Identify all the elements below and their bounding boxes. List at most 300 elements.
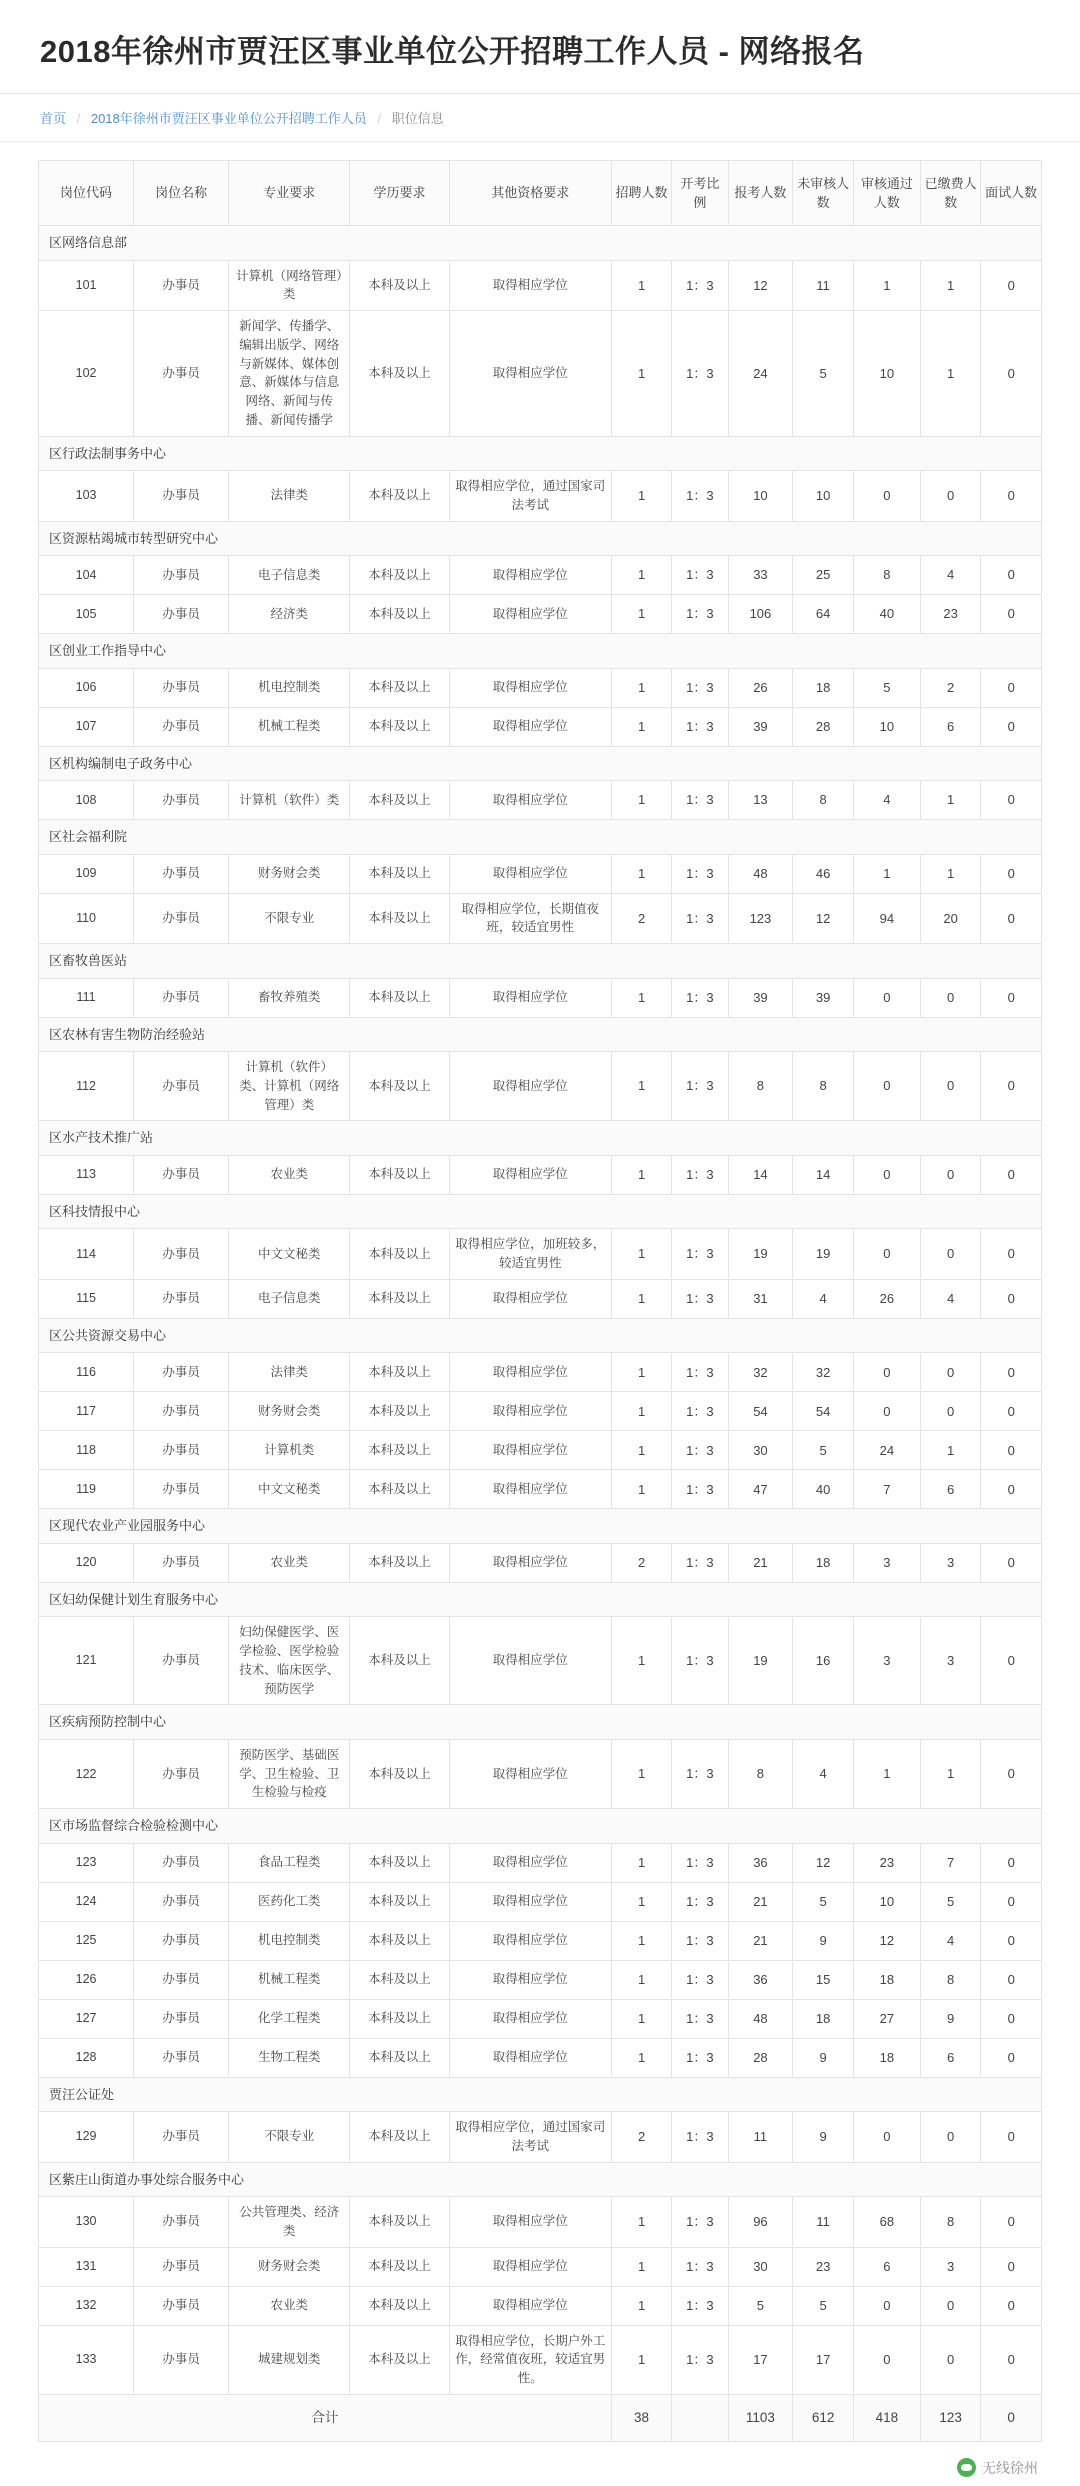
cell-9: 0 <box>853 1392 920 1431</box>
cell-7: 26 <box>728 668 793 707</box>
cell-3: 本科及以上 <box>350 978 449 1017</box>
cell-3: 本科及以上 <box>350 1052 449 1121</box>
total-row <box>39 2394 1042 2441</box>
cell-6: 1：3 <box>672 1739 728 1808</box>
cell-6: 1：3 <box>672 471 728 522</box>
cell-5: 1 <box>611 1052 672 1121</box>
group-row <box>39 1509 1042 1544</box>
cell-7: 12 <box>728 260 793 311</box>
cell-2: 机电控制类 <box>229 668 350 707</box>
cell-2: 机电控制类 <box>229 1921 350 1960</box>
cell-2: 农业类 <box>229 2286 350 2325</box>
cell-7: 17 <box>728 2325 793 2394</box>
cell-9: 27 <box>853 1999 920 2038</box>
cell-5: 1 <box>611 1155 672 1194</box>
cell-2: 计算机类 <box>229 1431 350 1470</box>
cell-9: 3 <box>853 1543 920 1582</box>
cell-3: 本科及以上 <box>350 2038 449 2077</box>
cell-7: 30 <box>728 1431 793 1470</box>
cell-8: 9 <box>793 2112 854 2163</box>
cell-10: 6 <box>920 707 981 746</box>
cell-10: 3 <box>920 1617 981 1705</box>
cell-8: 4 <box>793 1279 854 1318</box>
cell-3: 本科及以上 <box>350 1470 449 1509</box>
cell-6: 1：3 <box>672 978 728 1017</box>
group-name: 区机构编制电子政务中心 <box>39 746 1042 781</box>
cell-3: 本科及以上 <box>350 2247 449 2286</box>
cell-9: 0 <box>853 2286 920 2325</box>
cell-5: 1 <box>611 1470 672 1509</box>
cell-9: 94 <box>853 893 920 944</box>
cell-9: 4 <box>853 781 920 820</box>
cell-0: 116 <box>39 1353 134 1392</box>
cell-5: 1 <box>611 311 672 437</box>
cell-6: 1：3 <box>672 2038 728 2077</box>
cell-2: 公共管理类、经济类 <box>229 2197 350 2248</box>
cell-4: 取得相应学位 <box>449 1739 611 1808</box>
cell-4: 取得相应学位 <box>449 854 611 893</box>
cell-8: 11 <box>793 260 854 311</box>
cell-6: 1：3 <box>672 1431 728 1470</box>
cell-2: 农业类 <box>229 1543 350 1582</box>
group-name: 区市场监督综合检验检测中心 <box>39 1809 1042 1844</box>
cell-6: 1：3 <box>672 2247 728 2286</box>
col-header-2: 专业要求 <box>229 161 350 226</box>
col-header-3: 学历要求 <box>350 161 449 226</box>
cell-7: 47 <box>728 1470 793 1509</box>
cell-1: 办事员 <box>134 2286 229 2325</box>
cell-9: 1 <box>853 260 920 311</box>
group-row <box>39 226 1042 261</box>
cell-1: 办事员 <box>134 2038 229 2077</box>
cell-5: 1 <box>611 1392 672 1431</box>
group-name: 区网络信息部 <box>39 226 1042 261</box>
table-row <box>39 1229 1042 1280</box>
cell-9: 10 <box>853 1882 920 1921</box>
cell-7: 96 <box>728 2197 793 2248</box>
cell-4: 取得相应学位 <box>449 2038 611 2077</box>
cell-8: 12 <box>793 1843 854 1882</box>
table-row <box>39 1921 1042 1960</box>
cell-1: 办事员 <box>134 1155 229 1194</box>
cell-6: 1：3 <box>672 1052 728 1121</box>
table-row <box>39 2197 1042 2248</box>
cell-4: 取得相应学位 <box>449 2247 611 2286</box>
group-name: 区现代农业产业园服务中心 <box>39 1509 1042 1544</box>
table-row <box>39 1999 1042 2038</box>
cell-1: 办事员 <box>134 556 229 595</box>
cell-8: 5 <box>793 311 854 437</box>
cell-6: 1：3 <box>672 1543 728 1582</box>
total-unreviewed: 612 <box>793 2394 854 2441</box>
cell-3: 本科及以上 <box>350 1543 449 1582</box>
cell-0: 133 <box>39 2325 134 2394</box>
total-interview: 0 <box>981 2394 1042 2441</box>
cell-1: 办事员 <box>134 1052 229 1121</box>
cell-1: 办事员 <box>134 260 229 311</box>
cell-11: 0 <box>981 2286 1042 2325</box>
cell-11: 0 <box>981 893 1042 944</box>
cell-2: 生物工程类 <box>229 2038 350 2077</box>
breadcrumb <box>0 94 1080 142</box>
cell-7: 32 <box>728 1353 793 1392</box>
cell-0: 105 <box>39 595 134 634</box>
cell-11: 0 <box>981 595 1042 634</box>
cell-2: 化学工程类 <box>229 1999 350 2038</box>
table-row <box>39 1543 1042 1582</box>
cell-4: 取得相应学位 <box>449 1882 611 1921</box>
cell-3: 本科及以上 <box>350 781 449 820</box>
table-row <box>39 1279 1042 1318</box>
cell-3: 本科及以上 <box>350 1739 449 1808</box>
cell-0: 107 <box>39 707 134 746</box>
group-row <box>39 1194 1042 1229</box>
cell-4: 取得相应学位 <box>449 1279 611 1318</box>
cell-0: 104 <box>39 556 134 595</box>
cell-8: 5 <box>793 2286 854 2325</box>
cell-10: 1 <box>920 1739 981 1808</box>
table-footer <box>39 2394 1042 2441</box>
cell-10: 20 <box>920 893 981 944</box>
cell-10: 0 <box>920 2112 981 2163</box>
table-row <box>39 2038 1042 2077</box>
cell-1: 办事员 <box>134 1843 229 1882</box>
cell-3: 本科及以上 <box>350 556 449 595</box>
cell-11: 0 <box>981 556 1042 595</box>
cell-9: 1 <box>853 854 920 893</box>
group-row <box>39 521 1042 556</box>
cell-11: 0 <box>981 471 1042 522</box>
cell-2: 法律类 <box>229 471 350 522</box>
cell-4: 取得相应学位 <box>449 1543 611 1582</box>
page-header <box>0 0 1080 94</box>
cell-10: 1 <box>920 854 981 893</box>
cell-6: 1：3 <box>672 893 728 944</box>
cell-5: 1 <box>611 707 672 746</box>
cell-8: 19 <box>793 1229 854 1280</box>
cell-6: 1：3 <box>672 1843 728 1882</box>
cell-8: 8 <box>793 1052 854 1121</box>
cell-9: 10 <box>853 311 920 437</box>
cell-0: 126 <box>39 1960 134 1999</box>
cell-5: 1 <box>611 978 672 1017</box>
cell-9: 6 <box>853 2247 920 2286</box>
col-header-7: 报考人数 <box>728 161 793 226</box>
cell-5: 1 <box>611 1999 672 2038</box>
cell-5: 1 <box>611 2286 672 2325</box>
cell-1: 办事员 <box>134 781 229 820</box>
cell-8: 5 <box>793 1882 854 1921</box>
cell-11: 0 <box>981 854 1042 893</box>
cell-7: 21 <box>728 1882 793 1921</box>
cell-3: 本科及以上 <box>350 311 449 437</box>
cell-5: 2 <box>611 893 672 944</box>
cell-5: 1 <box>611 1431 672 1470</box>
cell-2: 不限专业 <box>229 2112 350 2163</box>
table-header-row <box>39 161 1042 226</box>
cell-0: 106 <box>39 668 134 707</box>
cell-5: 1 <box>611 1843 672 1882</box>
cell-10: 0 <box>920 978 981 1017</box>
cell-8: 18 <box>793 668 854 707</box>
cell-7: 48 <box>728 854 793 893</box>
cell-4: 取得相应学位 <box>449 707 611 746</box>
cell-4: 取得相应学位 <box>449 1470 611 1509</box>
cell-9: 0 <box>853 1052 920 1121</box>
cell-1: 办事员 <box>134 1921 229 1960</box>
table-row <box>39 471 1042 522</box>
col-header-10: 已缴费人数 <box>920 161 981 226</box>
cell-7: 19 <box>728 1229 793 1280</box>
cell-0: 113 <box>39 1155 134 1194</box>
cell-7: 31 <box>728 1279 793 1318</box>
cell-10: 8 <box>920 1960 981 1999</box>
cell-11: 0 <box>981 1353 1042 1392</box>
cell-0: 101 <box>39 260 134 311</box>
table-row <box>39 1353 1042 1392</box>
cell-11: 0 <box>981 2112 1042 2163</box>
group-row <box>39 1121 1042 1156</box>
cell-3: 本科及以上 <box>350 260 449 311</box>
cell-4: 取得相应学位 <box>449 1431 611 1470</box>
cell-11: 0 <box>981 1470 1042 1509</box>
cell-3: 本科及以上 <box>350 1431 449 1470</box>
cell-4: 取得相应学位，长期户外工作，经常值夜班，较适宜男性。 <box>449 2325 611 2394</box>
group-row <box>39 2077 1042 2112</box>
cell-11: 0 <box>981 260 1042 311</box>
cell-9: 0 <box>853 978 920 1017</box>
cell-8: 8 <box>793 781 854 820</box>
cell-10: 4 <box>920 556 981 595</box>
cell-9: 10 <box>853 707 920 746</box>
cell-11: 0 <box>981 2038 1042 2077</box>
cell-4: 取得相应学位 <box>449 595 611 634</box>
cell-8: 12 <box>793 893 854 944</box>
cell-11: 0 <box>981 1921 1042 1960</box>
cell-3: 本科及以上 <box>350 1353 449 1392</box>
cell-4: 取得相应学位 <box>449 1921 611 1960</box>
cell-11: 0 <box>981 668 1042 707</box>
group-row <box>39 436 1042 471</box>
cell-6: 1：3 <box>672 1999 728 2038</box>
col-header-0: 岗位代码 <box>39 161 134 226</box>
cell-8: 9 <box>793 1921 854 1960</box>
cell-10: 0 <box>920 1155 981 1194</box>
col-header-11: 面试人数 <box>981 161 1042 226</box>
cell-4: 取得相应学位 <box>449 2286 611 2325</box>
cell-6: 1：3 <box>672 1392 728 1431</box>
group-row <box>39 1582 1042 1617</box>
cell-6: 1：3 <box>672 707 728 746</box>
cell-2: 机械工程类 <box>229 707 350 746</box>
cell-11: 0 <box>981 1999 1042 2038</box>
table-row <box>39 556 1042 595</box>
cell-11: 0 <box>981 1155 1042 1194</box>
cell-8: 28 <box>793 707 854 746</box>
table-row <box>39 2112 1042 2163</box>
cell-4: 取得相应学位 <box>449 260 611 311</box>
cell-0: 125 <box>39 1921 134 1960</box>
cell-5: 2 <box>611 2112 672 2163</box>
cell-7: 5 <box>728 2286 793 2325</box>
cell-10: 0 <box>920 1353 981 1392</box>
cell-8: 5 <box>793 1431 854 1470</box>
cell-7: 14 <box>728 1155 793 1194</box>
cell-10: 1 <box>920 781 981 820</box>
cell-10: 0 <box>920 2286 981 2325</box>
cell-7: 8 <box>728 1052 793 1121</box>
group-row <box>39 1809 1042 1844</box>
cell-10: 4 <box>920 1279 981 1318</box>
cell-4: 取得相应学位 <box>449 1843 611 1882</box>
cell-6: 1：3 <box>672 1353 728 1392</box>
cell-0: 130 <box>39 2197 134 2248</box>
cell-7: 30 <box>728 2247 793 2286</box>
cell-10: 0 <box>920 471 981 522</box>
cell-1: 办事员 <box>134 978 229 1017</box>
cell-6: 1：3 <box>672 1155 728 1194</box>
wechat-badge <box>957 2458 1038 2478</box>
cell-9: 0 <box>853 471 920 522</box>
cell-8: 64 <box>793 595 854 634</box>
cell-0: 128 <box>39 2038 134 2077</box>
cell-10: 1 <box>920 260 981 311</box>
total-ratio <box>672 2394 728 2441</box>
cell-11: 0 <box>981 1739 1042 1808</box>
cell-1: 办事员 <box>134 893 229 944</box>
cell-1: 办事员 <box>134 1279 229 1318</box>
table-row <box>39 978 1042 1017</box>
cell-7: 10 <box>728 471 793 522</box>
cell-5: 1 <box>611 2197 672 2248</box>
cell-8: 16 <box>793 1617 854 1705</box>
cell-3: 本科及以上 <box>350 668 449 707</box>
cell-0: 124 <box>39 1882 134 1921</box>
cell-3: 本科及以上 <box>350 1392 449 1431</box>
cell-10: 2 <box>920 668 981 707</box>
cell-10: 3 <box>920 1543 981 1582</box>
cell-4: 取得相应学位 <box>449 978 611 1017</box>
cell-1: 办事员 <box>134 2197 229 2248</box>
table-row <box>39 668 1042 707</box>
cell-4: 取得相应学位 <box>449 668 611 707</box>
cell-1: 办事员 <box>134 1739 229 1808</box>
cell-3: 本科及以上 <box>350 893 449 944</box>
group-row <box>39 944 1042 979</box>
cell-4: 取得相应学位 <box>449 781 611 820</box>
cell-8: 4 <box>793 1739 854 1808</box>
cell-0: 117 <box>39 1392 134 1431</box>
cell-11: 0 <box>981 1052 1042 1121</box>
group-name: 区畜牧兽医站 <box>39 944 1042 979</box>
cell-6: 1：3 <box>672 1921 728 1960</box>
cell-6: 1：3 <box>672 260 728 311</box>
group-name: 区农林有害生物防治经验站 <box>39 1017 1042 1052</box>
cell-0: 122 <box>39 1739 134 1808</box>
cell-8: 14 <box>793 1155 854 1194</box>
cell-2: 中文文秘类 <box>229 1229 350 1280</box>
cell-9: 0 <box>853 1229 920 1280</box>
cell-10: 1 <box>920 1431 981 1470</box>
cell-11: 0 <box>981 1431 1042 1470</box>
cell-8: 54 <box>793 1392 854 1431</box>
table-row <box>39 1470 1042 1509</box>
cell-5: 1 <box>611 556 672 595</box>
cell-10: 0 <box>920 1392 981 1431</box>
cell-6: 1：3 <box>672 2112 728 2163</box>
cell-5: 1 <box>611 1960 672 1999</box>
cell-0: 112 <box>39 1052 134 1121</box>
cell-9: 18 <box>853 2038 920 2077</box>
cell-9: 40 <box>853 595 920 634</box>
cell-6: 1：3 <box>672 595 728 634</box>
cell-7: 33 <box>728 556 793 595</box>
cell-0: 111 <box>39 978 134 1017</box>
cell-9: 5 <box>853 668 920 707</box>
cell-0: 129 <box>39 2112 134 2163</box>
cell-2: 城建规划类 <box>229 2325 350 2394</box>
cell-0: 110 <box>39 893 134 944</box>
cell-11: 0 <box>981 1279 1042 1318</box>
cell-5: 1 <box>611 1279 672 1318</box>
cell-1: 办事员 <box>134 595 229 634</box>
cell-4: 取得相应学位，通过国家司法考试 <box>449 2112 611 2163</box>
cell-7: 106 <box>728 595 793 634</box>
cell-6: 1：3 <box>672 1617 728 1705</box>
group-name: 区紫庄山街道办事处综合服务中心 <box>39 2162 1042 2197</box>
group-name: 区科技情报中心 <box>39 1194 1042 1229</box>
cell-9: 0 <box>853 2325 920 2394</box>
cell-7: 8 <box>728 1739 793 1808</box>
cell-9: 23 <box>853 1843 920 1882</box>
cell-3: 本科及以上 <box>350 471 449 522</box>
cell-5: 1 <box>611 1739 672 1808</box>
cell-2: 经济类 <box>229 595 350 634</box>
cell-5: 1 <box>611 1617 672 1705</box>
cell-9: 7 <box>853 1470 920 1509</box>
cell-6: 1：3 <box>672 854 728 893</box>
cell-6: 1：3 <box>672 2286 728 2325</box>
cell-8: 18 <box>793 1999 854 2038</box>
group-row <box>39 820 1042 855</box>
cell-4: 取得相应学位 <box>449 1353 611 1392</box>
cell-0: 118 <box>39 1431 134 1470</box>
cell-9: 1 <box>853 1739 920 1808</box>
cell-5: 2 <box>611 1543 672 1582</box>
cell-5: 1 <box>611 1921 672 1960</box>
cell-9: 12 <box>853 1921 920 1960</box>
cell-2: 机械工程类 <box>229 1960 350 1999</box>
cell-2: 新闻学、传播学、编辑出版学、网络与新媒体、媒体创意、新媒体与信息网络、新闻与传播、新闻传播学 <box>229 311 350 437</box>
cell-7: 48 <box>728 1999 793 2038</box>
cell-5: 1 <box>611 1882 672 1921</box>
breadcrumb-parent[interactable]: 2018年徐州市贾汪区事业单位公开招聘工作人员 <box>90 111 367 126</box>
table-row <box>39 1739 1042 1808</box>
cell-10: 7 <box>920 1843 981 1882</box>
cell-4: 取得相应学位 <box>449 1155 611 1194</box>
breadcrumb-home[interactable]: 首页 <box>40 111 67 126</box>
cell-1: 办事员 <box>134 471 229 522</box>
cell-9: 0 <box>853 2112 920 2163</box>
table-row <box>39 1882 1042 1921</box>
group-name: 区疾病预防控制中心 <box>39 1705 1042 1740</box>
cell-7: 39 <box>728 707 793 746</box>
cell-0: 109 <box>39 854 134 893</box>
cell-3: 本科及以上 <box>350 2112 449 2163</box>
cell-6: 1：3 <box>672 556 728 595</box>
cell-1: 办事员 <box>134 1229 229 1280</box>
group-name: 区社会福利院 <box>39 820 1042 855</box>
